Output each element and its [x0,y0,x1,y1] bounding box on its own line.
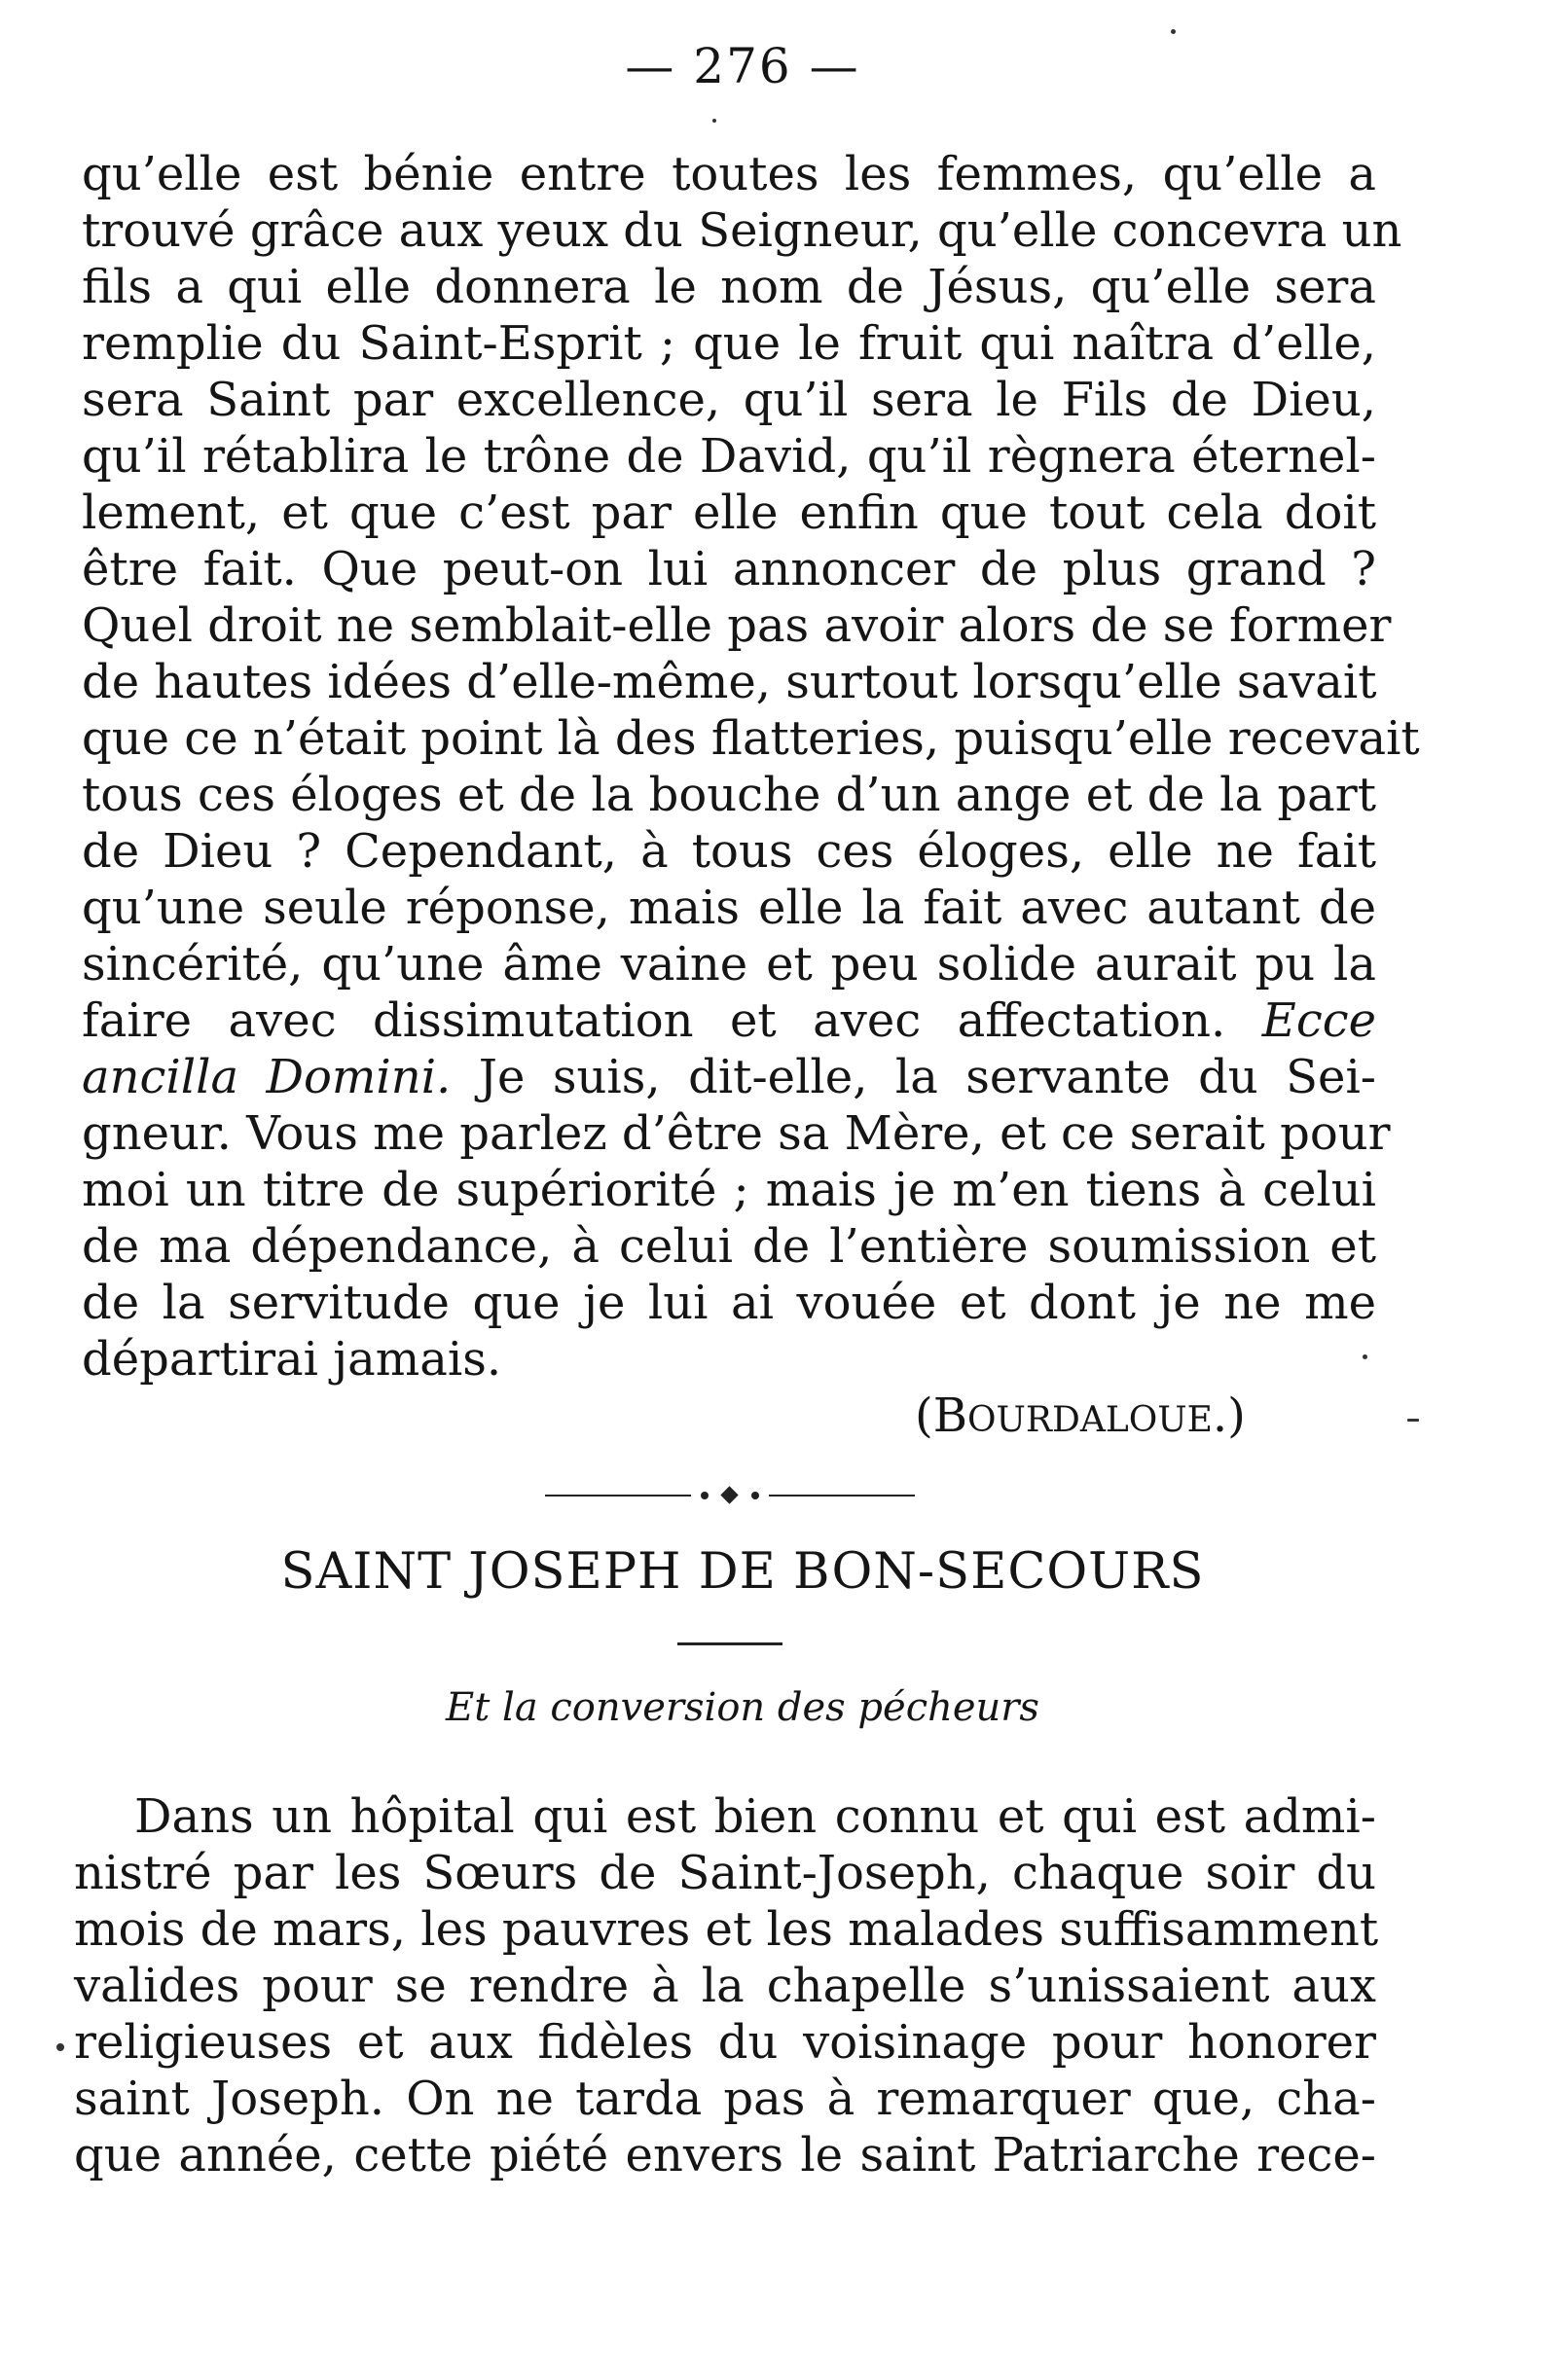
attribution-open: (B [915,1388,967,1443]
text-line-mixed [82,992,1376,1049]
text-line: qu’elle est bénie entre toutes les femmes, qu’elle a [82,147,1376,201]
text-line: remplie du Saint-Esprit ; que le fruit qui naîtra d’elle, [82,316,1376,371]
ornament-dot [751,1492,759,1499]
text-line: être fait. Que peut-on lui annoncer de plus grand ? [82,542,1376,596]
text-line: de hautes idées d’elle-même, surtout lorsqu’elle savait [82,655,1377,709]
text-line: de la servitude que je lui ai vouée et dont je ne me [82,1276,1376,1330]
page-number: — 276 — [625,38,860,94]
text-line: de ma dépendance, à celui de l’entière soumission et [82,1219,1376,1274]
text-line: sincérité, qu’une âme vaine et peu solide aurait pu la [82,937,1376,992]
text-line: Quel droit ne semblait-elle pas avoir alors de se former [82,598,1392,653]
text-line: qu’une seule réponse, mais elle la fait avec autant de [82,881,1376,935]
text-line: trouvé grâce aux yeux du Seigneur, qu’elle concevra un [82,203,1402,258]
scan-speck [56,2043,64,2051]
scan-speck [1363,1354,1367,1359]
text-line: qu’il rétablira le trône de David, qu’il règnera éternel- [82,429,1376,484]
latin-phrase: Ecce [1261,993,1376,1048]
section-title: SAINT JOSEPH DE BON-SECOURS [280,1543,1205,1601]
section-subtitle: Et la conversion des pécheurs [446,1685,1039,1730]
ornament-divider [545,1489,915,1502]
text-line: Dans un hôpital qui est bien connu et qui est admi- [134,1789,1376,1844]
text-line: que année, cette piété envers le saint Patriarche rece- [74,2128,1376,2182]
text-line: mois de mars, les pauvres et les malades suffisamment [74,1902,1379,1957]
text-line: tous ces éloges et de la bouche d’un ange et de la part [82,768,1376,822]
text-line: départirai jamais. [82,1332,502,1387]
scan-speck [712,119,716,123]
text-line: fils a qui elle donnera le nom de Jésus, qu’elle sera [82,260,1376,314]
text-line-mixed [82,1049,1376,1105]
text-line: que ce n’était point là des flatteries, puisqu’elle recevait [82,711,1420,766]
text-line: sera Saint par excellence, qu’il sera le Fils de Dieu, [82,373,1376,427]
ornament-dot [701,1492,709,1499]
title-rule [677,1642,782,1645]
text-line: saint Joseph. On ne tarda pas à remarquer que, cha- [74,2072,1376,2126]
attribution-small-caps: OURDALOUE [967,1400,1213,1440]
scan-speck [1171,29,1176,34]
text-line: religieuses et aux fidèles du voisinage pour honorer [74,2015,1376,2070]
attribution-close: .) [1212,1388,1246,1443]
text-segment: Je suis, dit-elle, la servante du Sei- [478,1050,1377,1104]
ornament-diamond [720,1486,738,1503]
text-segment: faire avec dissimutation et avec affectation. [82,993,1226,1048]
text-line: gneur. Vous me parlez d’être sa Mère, et ce serait pour [82,1106,1391,1161]
text-line: valides pour se rendre à la chapelle s’unissaient aux [74,1959,1376,2013]
scan-speck [1407,1419,1419,1422]
attribution [915,1388,1246,1449]
text-line: de Dieu ? Cependant, à tous ces éloges, elle ne fait [82,824,1376,879]
text-line: nistré par les Sœurs de Saint-Joseph, chaque soir du [74,1846,1376,1900]
text-line: lement, et que c’est par elle enfin que tout cela doit [82,486,1376,540]
text-line: moi un titre de supériorité ; mais je m’en tiens à celui [82,1163,1376,1217]
latin-phrase: ancilla Domini. [82,1050,452,1104]
ornament-rule-left [545,1495,691,1497]
ornament-rule-right [769,1495,915,1497]
